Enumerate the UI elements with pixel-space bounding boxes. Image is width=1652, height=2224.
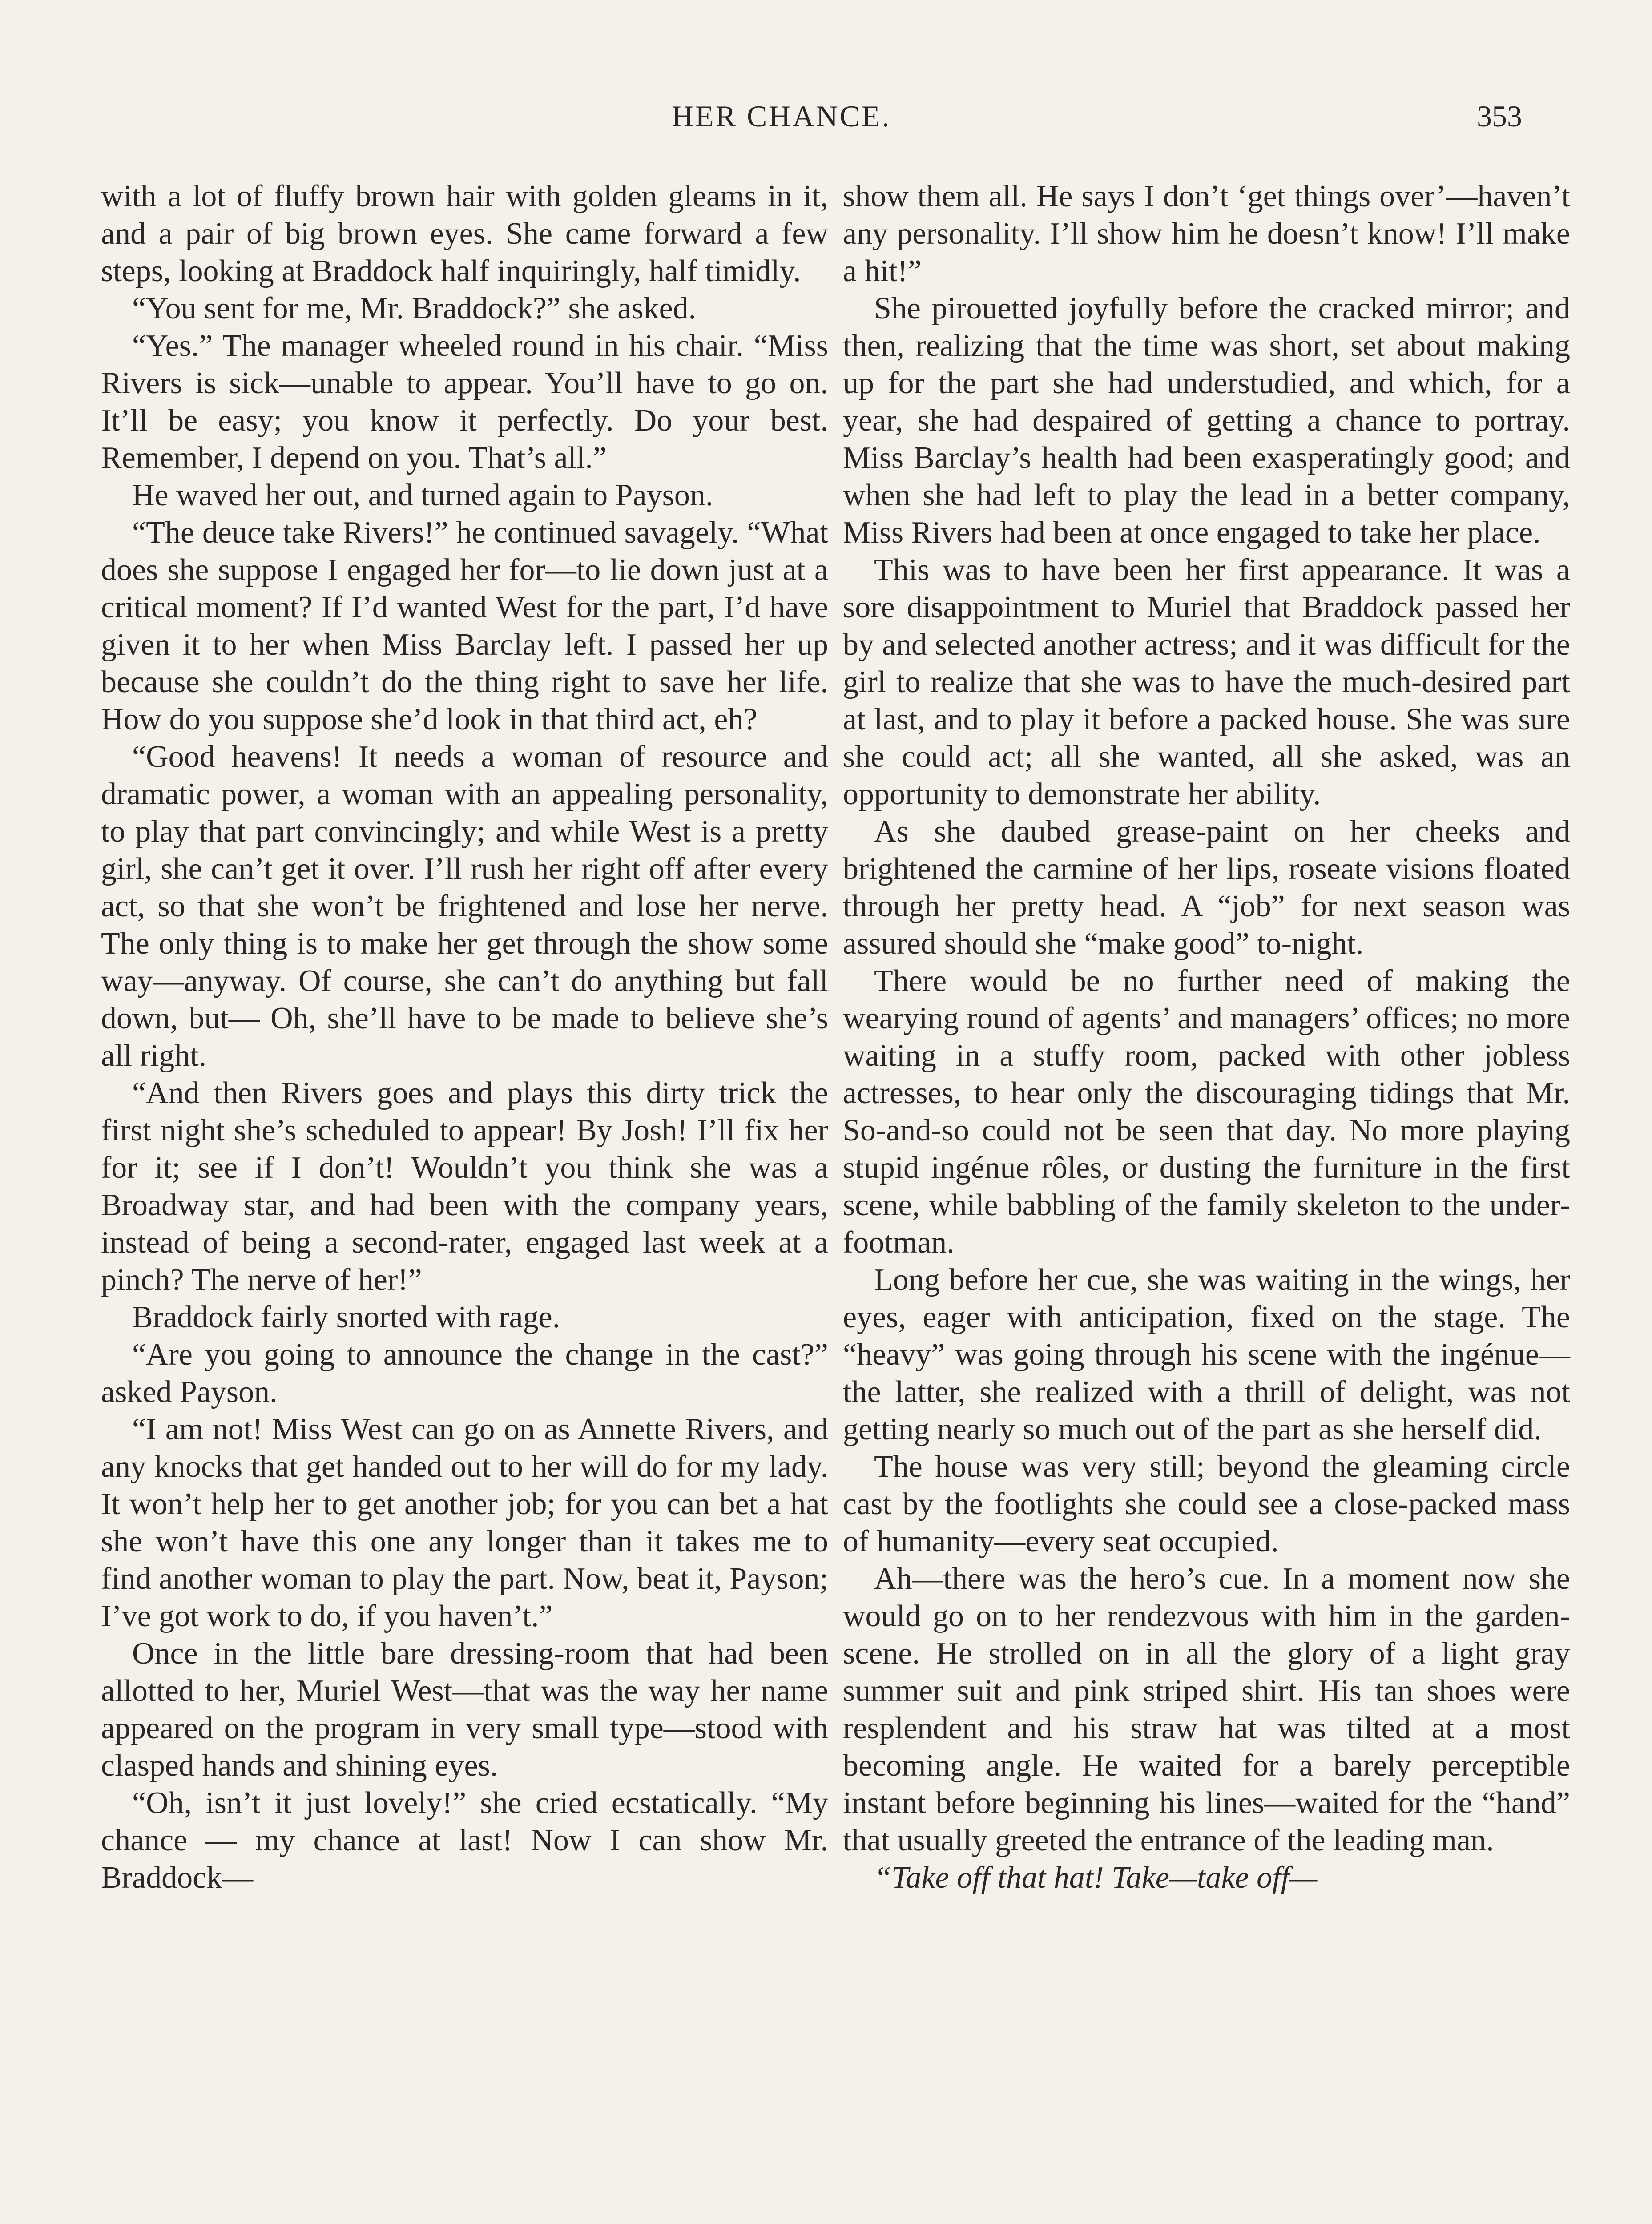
paragraph: There would be no further need of making the wearying round of agents’ and managers’ offices; no more waiting in a stuffy room, packed with other jobless actresses, to hear only the discouraging tidings that Mr. So-and-so could not be seen that day. No more playing stupid ingénue rôles, or dusting the furniture in the first scene, while babbling of the family skeleton to the under-footman. xyxy=(843,964,1570,1260)
paragraph: “Yes.” The manager wheeled round in his chair. “Miss Rivers is sick—unable to appear. You’ll have to go on. It’ll be easy; you know it perfectly. Do your best. Remember, I depend on you. That’s all.” xyxy=(101,329,828,475)
paragraph: “You sent for me, Mr. Braddock?” she asked. xyxy=(132,291,697,326)
paragraph: show them all. He says I don’t ‘get things over’—haven’t any personality. I’ll show him he doesn’t know! I’ll make a hit!” xyxy=(843,179,1570,288)
page-number: 353 xyxy=(1477,99,1522,133)
paragraph: Braddock fairly snorted with rage. xyxy=(132,1300,560,1334)
left-column xyxy=(101,178,828,1897)
paragraph: He waved her out, and turned again to Payson. xyxy=(132,478,713,512)
paragraph: “And then Rivers goes and plays this dirty trick the first night she’s scheduled to appear! By Josh! I’ll fix her for it; see if I don’t! Wouldn’t you think she was a Broadway star, and had been with the company years, instead of being a second-rater, engaged last week at a pinch? The nerve of her!” xyxy=(101,1076,828,1297)
paragraph: Ah—there was the hero’s cue. In a moment now she would go on to her rendezvous with him in the garden-scene. He strolled on in all the glory of a light gray summer suit and pink striped shirt. His tan shoes were resplendent and his straw hat was tilted at a most becoming angle. He waited for a barely perceptible instant before beginning his lines—waited for the “hand” that usually greeted the entrance of the leading man. xyxy=(843,1562,1570,1857)
right-column xyxy=(843,178,1570,1897)
paragraph: with a lot of fluffy brown hair with golden gleams in it, and a pair of big brown eyes. She came forward a few steps, looking at Braddock half inquiringly, half timidly. xyxy=(101,179,828,288)
paragraph: “Good heavens! It needs a woman of resource and dramatic power, a woman with an appealing personality, to play that part convincingly; and while West is a pretty girl, she can’t get it over. I’ll rush her right off after every act, so that she won’t be frightened and lose her nerve. The only thing is to make her get through the show some way—anyway. Of course, she can’t do anything but fall down, but— Oh, she’ll have to be made to believe she’s all right. xyxy=(101,740,828,1073)
paragraph: “I am not! Miss West can go on as Annette Rivers, and any knocks that get handed out to her will do for my lady. It won’t help her to get another job; for you can bet a hat she won’t have this one any longer than it takes me to find another woman to play the part. Now, beat it, Payson; I’ve got work to do, if you haven’t.” xyxy=(101,1412,828,1633)
paragraph: This was to have been her first appearance. It was a sore disappointment to Muriel that Braddock passed her by and selected another actress; and it was difficult for the girl to realize that she was to have the much-desired part at last, and to play it before a packed house. She was sure she could act; all she wanted, all she asked, was an opportunity to demonstrate her ability. xyxy=(843,553,1570,811)
paragraph: Long before her cue, she was waiting in the wings, her eyes, eager with anticipation, fixed on the stage. The “heavy” was going through his scene with the ingénue—the latter, she realized with a thrill of delight, was not getting nearly so much out of the part as she herself did. xyxy=(843,1263,1570,1446)
paragraph: “Take off that hat! Take—take off— xyxy=(874,1861,1318,1895)
paragraph: “Oh, isn’t it just lovely!” she cried ecstatically. “My chance — my chance at last! Now I can show Mr. Braddock— xyxy=(101,1786,828,1895)
paragraph: As she daubed grease-paint on her cheeks and brightened the carmine of her lips, roseate visions floated through her pretty head. A “job” for next season was assured should she “make good” to-night. xyxy=(843,814,1570,961)
paragraph: “Are you going to announce the change in the cast?” asked Payson. xyxy=(101,1338,828,1409)
paragraph: Once in the little bare dressing-room that had been allotted to her, Muriel West—that was the way her name appeared on the program in very small type—stood with clasped hands and shining eyes. xyxy=(101,1636,828,1783)
paragraph: “The deuce take Rivers!” he continued savagely. “What does she suppose I engaged her for—to lie down just at a critical moment? If I’d wanted West for the part, I’d have given it to her when Miss Barclay left. I passed her up because she couldn’t do the thing right to save her life. How do you suppose she’d look in that third act, eh? xyxy=(101,516,828,737)
running-head: HER CHANCE. xyxy=(672,99,891,133)
paragraph: She pirouetted joyfully before the cracked mirror; and then, realizing that the time was short, set about making up for the part she had understudied, and which, for a year, she had despaired of getting a chance to portray. Miss Barclay’s health had been exasperatingly good; and when she had left to play the lead in a better company, Miss Rivers had been at once engaged to take her place. xyxy=(843,291,1570,550)
paragraph: The house was very still; beyond the gleaming circle cast by the footlights she could see a close-packed mass of humanity—every seat occupied. xyxy=(843,1450,1570,1559)
